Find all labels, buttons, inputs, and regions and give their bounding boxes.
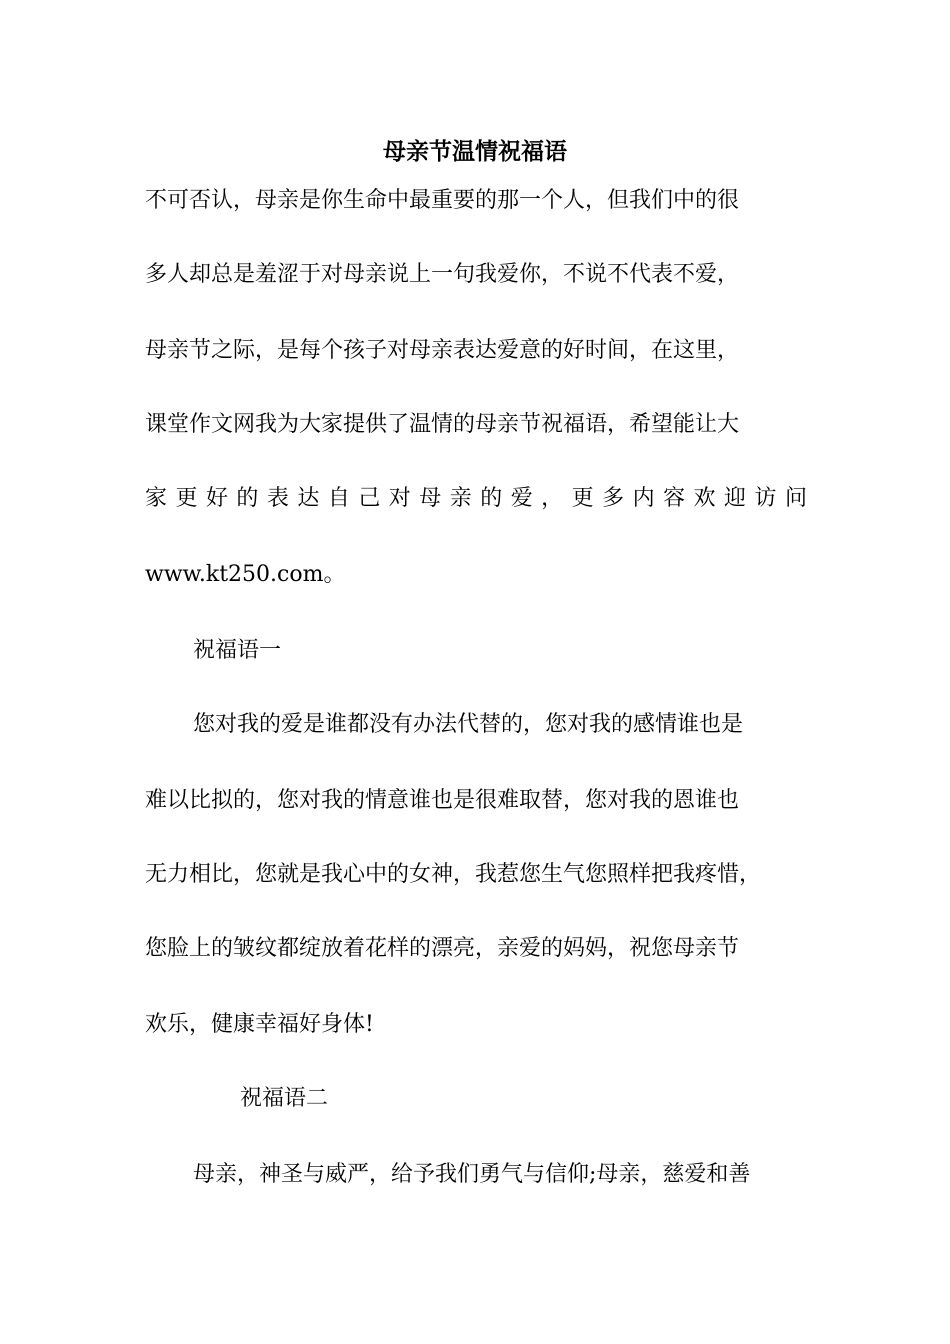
intro-line-1: 不可否认，母亲是你生命中最重要的那一个人，但我们中的很 (145, 188, 740, 213)
intro-line-3: 母亲节之际，是每个孩子对母亲表达爱意的好时间，在这里， (145, 338, 740, 363)
section1-line-5: 欢乐，健康幸福好身体! (145, 1012, 374, 1037)
section1-line-3: 无力相比，您就是我心中的女神，我惹您生气您照样把我疼惜， (145, 862, 762, 887)
intro-line-2: 多人却总是羞涩于对母亲说上一句我爱你，不说不代表不爱， (145, 262, 740, 287)
section1-line-2: 难以比拟的，您对我的情意谁也是很难取替，您对我的恩谁也 (145, 788, 740, 813)
section1-line-4: 您脸上的皱纹都绽放着花样的漂亮，亲爱的妈妈，祝您母亲节 (145, 936, 740, 961)
section1-line-1: 您对我的爱是谁都没有办法代替的，您对我的感情谁也是 (193, 712, 744, 737)
section-heading-1: 祝福语一 (193, 638, 282, 663)
section2-line-1: 母亲，神圣与威严，给予我们勇气与信仰;母亲，慈爱和善 (193, 1162, 751, 1187)
section-heading-2: 祝福语二 (240, 1086, 329, 1111)
intro-line-4: 课堂作文网我为大家提供了温情的母亲节祝福语，希望能让大 (145, 412, 740, 437)
intro-line-5: 家更好的表达自己对母亲的爱，更多内容欢迎访问 (145, 486, 807, 511)
intro-line-6: www.kt250.com。 (145, 562, 346, 587)
document-title: 母亲节温情祝福语 (383, 138, 567, 165)
